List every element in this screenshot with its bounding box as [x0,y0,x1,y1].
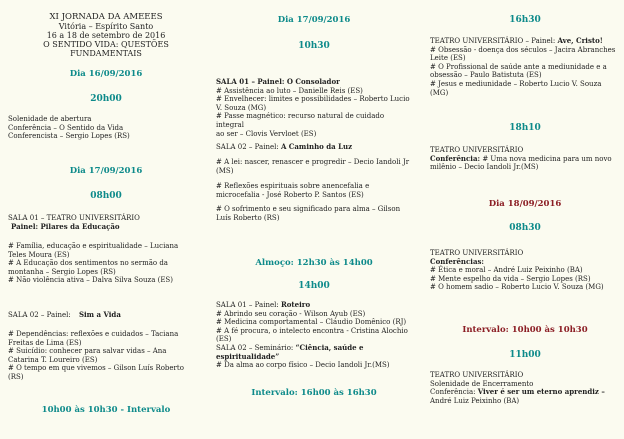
list-item: Leite (ES) [430,54,466,63]
time-slot: 16h30 [509,15,541,25]
day-heading: Dia 17/09/2016 [277,15,351,25]
list-item: # Dependências: reflexões e cuidados – Taciana [8,330,179,338]
list-item: # Assistência ao luto – Danielle Reis (ES) [216,86,363,95]
time-slot: 08h30 [509,223,541,233]
session-items [216,158,412,175]
opening-block [8,115,204,141]
list-item: (MS) [216,166,234,175]
list-item: (MG) [430,88,449,97]
session-title: SALA 01 – Painel: O Consolador [216,77,340,86]
list-item: Conferencista – Sergio Lopes (RS) [8,132,130,141]
session-block [430,249,620,292]
session-title-row [8,311,204,320]
session-block [216,78,412,138]
header [8,13,204,58]
time-slot: 10h30 [298,41,330,51]
list-item: montanha – Sergio Lopes (RS) [8,267,116,276]
day-heading: Dia 17/09/2016 [69,166,143,176]
conferences-label: Conferências: [430,256,485,266]
time-slot: 08h00 [90,191,122,201]
interval-label: 10h00 às 10h30 - Intervalo [41,405,171,415]
list-item: # Mente espelho da vida – Sergio Lopes (RS) [430,274,591,283]
session-title: SALA 02 – Painel: [8,311,71,319]
session-block [8,214,204,231]
list-item: # Não violência ativa – Dalva Silva Souza (ES) [8,276,173,285]
session-items [216,205,412,222]
session-title: SALA 01 – Painel: [216,301,279,309]
event-dates: 16 a 18 de setembro de 2016 [46,31,166,40]
session-block [430,37,620,97]
list-item: # Medicina comportamental – Cláudio Domênico (RJ) [216,318,407,327]
seminar-title: “Ciência, saúde e espiritualidade” [216,342,364,361]
session-block [216,301,412,370]
list-item: Freitas de Lima (ES) [8,338,82,347]
list-item: # O sofrimento e seu significado para alma – Gilson [216,205,401,213]
session-block [430,371,620,405]
list-item: # Obsessão - doença dos séculos – Jacira Abranches [430,45,616,54]
list-item: ao ser – Clovis Vervloet (ES) [216,129,317,138]
list-item: # Passe magnético: recurso natural de cuidado integral [216,112,385,129]
event-location: Vitória – Espírito Santo [58,22,154,31]
session-title: TEATRO UNIVERSITÁRIO – Painel: [430,37,556,45]
panel-title: Roteiro [280,300,311,309]
list-item: # O tempo em que vivemos – Gilson Luís Roberto [8,364,184,373]
session-title: SALA 02 – Seminário: [216,343,294,352]
list-item: # Envelhecer: limites e possibilidades – Roberto Lucio [216,95,410,104]
lunch-label: Almoço: 12h30 às 14h00 [255,258,373,268]
interval-label: Intervalo: 10h00 às 10h30 [462,325,588,335]
day-heading: Dia 16/09/2016 [69,69,143,79]
list-item: Conferência – O Sentido da Vida [8,123,124,132]
day-heading: Dia 18/09/2016 [488,199,562,209]
event-theme: O SENTIDO VIDA: QUESTÕES FUNDAMENTAIS [43,40,169,58]
time-slot: 11h00 [509,350,541,360]
list-item: # Da alma ao corpo físico – Decio Iandoli Jr.(MS) [216,361,390,370]
interval-label: Intervalo: 16h00 às 16h30 [251,388,377,398]
session-title: TEATRO UNIVERSITÁRIO [430,249,524,257]
session-title: TEATRO UNIVERSITÁRIO [430,371,524,379]
list-item: # Suicídio: conhecer para salvar vidas – Ana [8,347,167,356]
list-item: Catarina T. Loureiro (ES) [8,355,98,364]
panel-title: A Caminho da Luz [280,142,353,151]
conference-label: Conferência: [430,153,481,163]
closing-ceremony: Solenidade de Encerramento [430,379,534,388]
conference-title: Viver é ser um eterno aprendiz – [477,387,605,397]
session-title: TEATRO UNIVERSITÁRIO [430,146,524,154]
conference-title: # Uma nova medicina para um novo [482,154,612,163]
panel-title: Painel: Pilares da Educação [11,221,120,231]
session-title-row [216,143,412,152]
session-items [8,242,204,285]
session-block [430,146,620,172]
list-item: V. Souza (MG) [216,103,267,112]
list-item: Teles Moura (ES) [8,250,70,259]
list-item: Luís Roberto (RS) [216,213,280,222]
session-items [8,330,204,382]
conference-author: André Luiz Peixinho (BA) [430,396,520,405]
time-slot: 14h00 [298,281,330,291]
time-slot: 18h10 [509,123,541,133]
panel-title: Sim a Vida [78,310,121,319]
list-item: # Ética e moral – André Luiz Peixinho (BA) [430,266,583,275]
session-title: SALA 02 – Painel: [216,143,279,151]
list-item: # O Profissional de saúde ante a mediunidade e a [430,62,607,71]
list-item: # A Educação dos sentimentos no sermão da [8,259,168,268]
list-item: # Abrindo seu coração - Wilson Ayub (ES) [216,309,366,318]
conference-label: Conferência: [430,388,476,397]
list-item: Solenidade de abertura [8,115,92,123]
list-item: obsessão – Paulo Batistuta (ES) [430,71,542,80]
list-item: # Família, educação e espiritualidade – Luciana [8,242,179,250]
list-item: # A fé procura, o intelecto encontra - Cristina Alochio [216,326,408,335]
list-item: (ES) [216,335,232,344]
list-item: # Jesus e mediunidade – Roberto Lucio V. Souza [430,79,602,88]
event-title: XI JORNADA DA AMEEES [49,12,163,22]
session-title: SALA 01 – TEATRO UNIVERSITÁRIO [8,214,140,222]
conference-author: milênio – Decio Iandoli Jr.(MS) [430,163,539,172]
time-slot: 20h00 [90,94,122,104]
list-item: # A lei: nascer, renascer e progredir – Decio Iandoli Jr [216,158,410,166]
list-item: # Reflexões espirituais sobre anencefalia e [216,182,370,190]
list-item: (RS) [8,372,24,381]
session-items [216,182,412,199]
list-item: # O homem sadio – Roberto Lucio V. Souza (MG) [430,283,604,292]
list-item: microcefalia - José Roberto P. Santos (ES) [216,190,364,199]
panel-title: Ave, Cristo! [557,36,603,45]
